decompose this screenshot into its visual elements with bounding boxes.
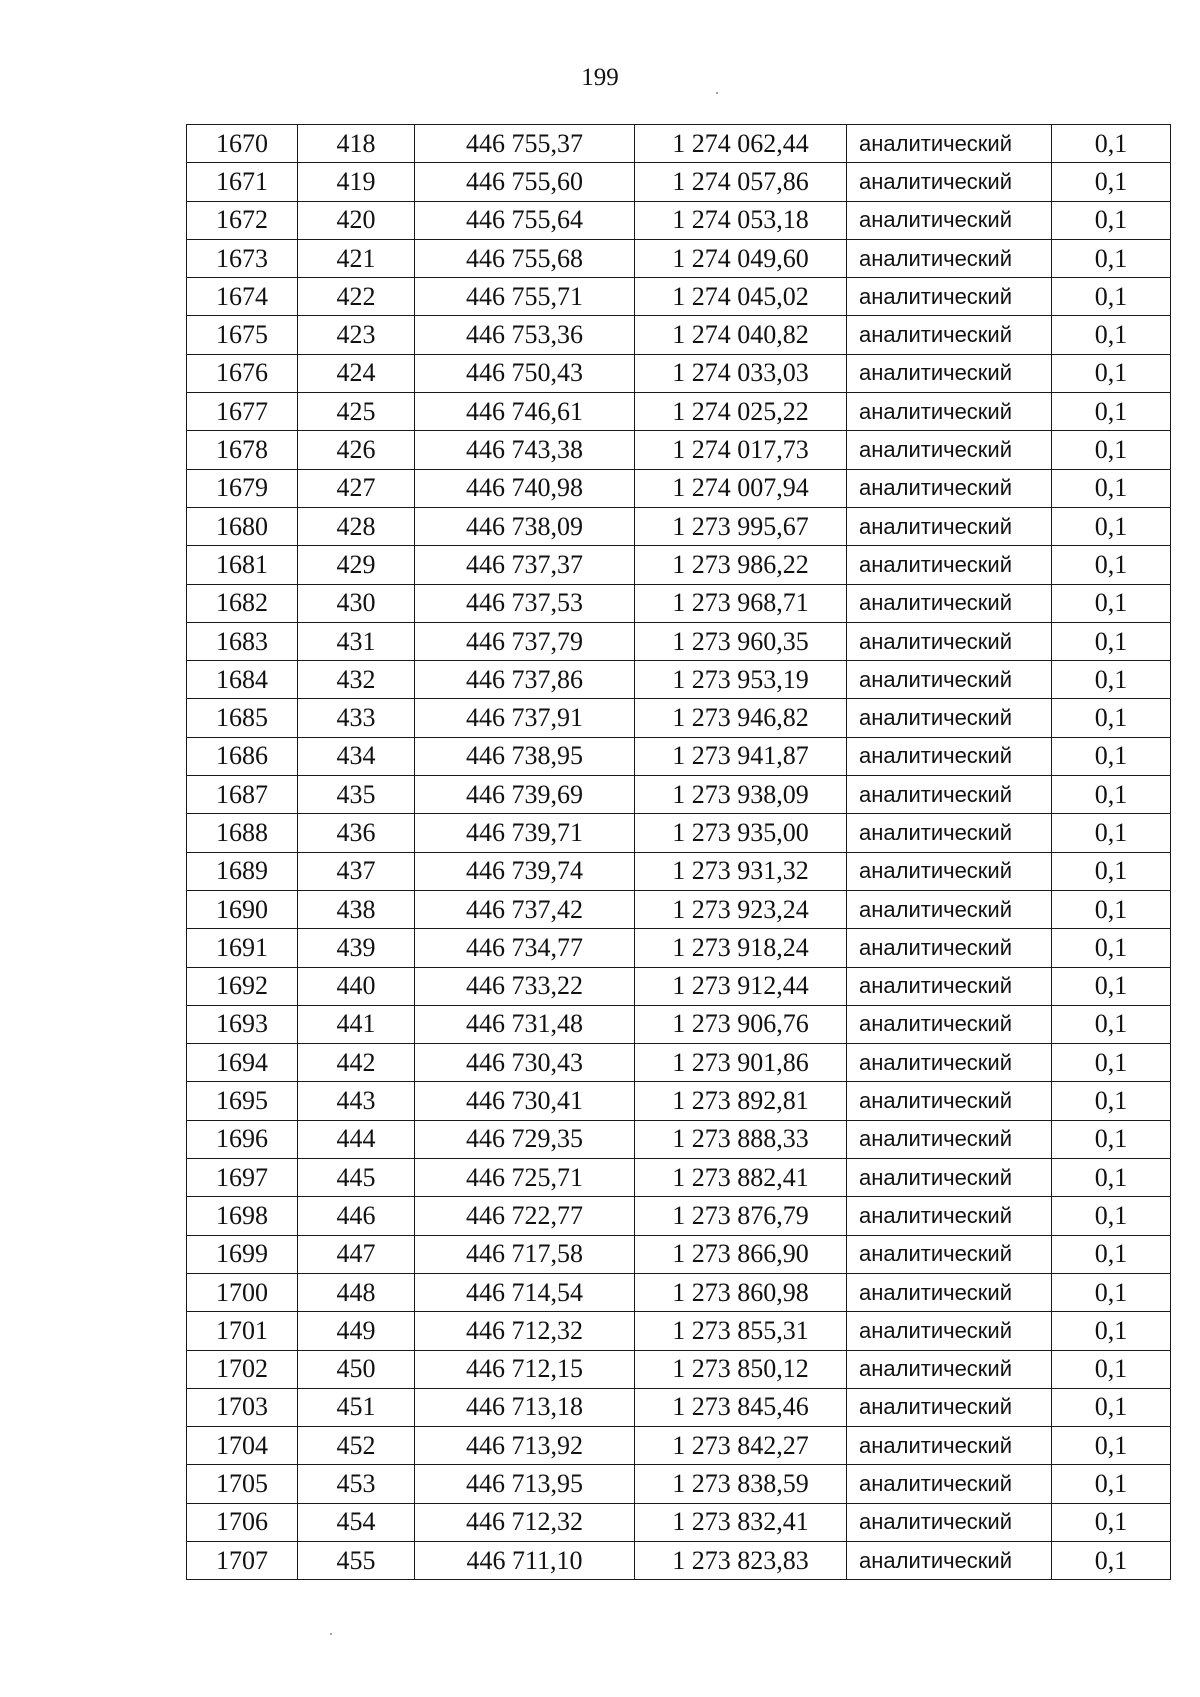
cell-local-number: 427	[298, 469, 415, 507]
cell-precision: 0,1	[1052, 354, 1171, 392]
cell-local-number: 455	[298, 1541, 415, 1579]
cell-coord-y: 1 273 901,86	[635, 1044, 847, 1082]
cell-method: аналитический	[847, 737, 1052, 775]
cell-local-number: 454	[298, 1503, 415, 1541]
table-row	[187, 584, 1171, 622]
cell-point-number: 1677	[187, 393, 298, 431]
cell-coord-x: 446 739,74	[415, 852, 635, 890]
cell-precision: 0,1	[1052, 316, 1171, 354]
cell-coord-x: 446 712,32	[415, 1503, 635, 1541]
cell-local-number: 439	[298, 929, 415, 967]
cell-local-number: 418	[298, 125, 415, 163]
table-row	[187, 1159, 1171, 1197]
cell-coord-x: 446 738,09	[415, 507, 635, 545]
cell-coord-x: 446 737,37	[415, 546, 635, 584]
cell-precision: 0,1	[1052, 469, 1171, 507]
cell-coord-x: 446 755,37	[415, 125, 635, 163]
cell-precision: 0,1	[1052, 929, 1171, 967]
table-row	[187, 1005, 1171, 1043]
cell-method: аналитический	[847, 1120, 1052, 1158]
cell-method: аналитический	[847, 852, 1052, 890]
table-row	[187, 1350, 1171, 1388]
cell-coord-y: 1 273 923,24	[635, 890, 847, 928]
cell-coord-y: 1 273 986,22	[635, 546, 847, 584]
cell-coord-x: 446 711,10	[415, 1541, 635, 1579]
cell-coord-x: 446 713,95	[415, 1465, 635, 1503]
cell-coord-y: 1 273 850,12	[635, 1350, 847, 1388]
cell-coord-y: 1 274 057,86	[635, 163, 847, 201]
cell-coord-y: 1 273 906,76	[635, 1005, 847, 1043]
cell-precision: 0,1	[1052, 278, 1171, 316]
cell-local-number: 426	[298, 431, 415, 469]
cell-coord-y: 1 273 912,44	[635, 967, 847, 1005]
cell-method: аналитический	[847, 1235, 1052, 1273]
cell-point-number: 1691	[187, 929, 298, 967]
cell-local-number: 431	[298, 622, 415, 660]
cell-precision: 0,1	[1052, 852, 1171, 890]
cell-method: аналитический	[847, 1273, 1052, 1311]
cell-precision: 0,1	[1052, 1273, 1171, 1311]
table-row	[187, 890, 1171, 928]
cell-coord-x: 446 712,15	[415, 1350, 635, 1388]
cell-point-number: 1674	[187, 278, 298, 316]
cell-coord-y: 1 274 045,02	[635, 278, 847, 316]
cell-method: аналитический	[847, 1082, 1052, 1120]
cell-coord-x: 446 730,41	[415, 1082, 635, 1120]
cell-precision: 0,1	[1052, 1120, 1171, 1158]
cell-precision: 0,1	[1052, 661, 1171, 699]
cell-coord-x: 446 753,36	[415, 316, 635, 354]
cell-coord-x: 446 746,61	[415, 393, 635, 431]
cell-coord-y: 1 273 941,87	[635, 737, 847, 775]
cell-point-number: 1670	[187, 125, 298, 163]
cell-local-number: 436	[298, 814, 415, 852]
cell-local-number: 444	[298, 1120, 415, 1158]
cell-method: аналитический	[847, 1312, 1052, 1350]
cell-local-number: 430	[298, 584, 415, 622]
cell-local-number: 425	[298, 393, 415, 431]
table-row	[187, 1312, 1171, 1350]
cell-precision: 0,1	[1052, 814, 1171, 852]
cell-local-number: 451	[298, 1388, 415, 1426]
cell-coord-x: 446 739,71	[415, 814, 635, 852]
cell-precision: 0,1	[1052, 1388, 1171, 1426]
cell-precision: 0,1	[1052, 967, 1171, 1005]
cell-coord-x: 446 733,22	[415, 967, 635, 1005]
table-row	[187, 1082, 1171, 1120]
cell-coord-y: 1 273 953,19	[635, 661, 847, 699]
cell-coord-y: 1 273 855,31	[635, 1312, 847, 1350]
cell-method: аналитический	[847, 699, 1052, 737]
cell-coord-y: 1 273 888,33	[635, 1120, 847, 1158]
cell-point-number: 1696	[187, 1120, 298, 1158]
cell-method: аналитический	[847, 776, 1052, 814]
cell-method: аналитический	[847, 507, 1052, 545]
cell-point-number: 1683	[187, 622, 298, 660]
cell-method: аналитический	[847, 1005, 1052, 1043]
cell-precision: 0,1	[1052, 393, 1171, 431]
table-row	[187, 546, 1171, 584]
cell-coord-x: 446 755,60	[415, 163, 635, 201]
cell-coord-x: 446 740,98	[415, 469, 635, 507]
cell-precision: 0,1	[1052, 546, 1171, 584]
cell-point-number: 1699	[187, 1235, 298, 1273]
cell-precision: 0,1	[1052, 1465, 1171, 1503]
cell-method: аналитический	[847, 1427, 1052, 1465]
table-row	[187, 316, 1171, 354]
cell-precision: 0,1	[1052, 1503, 1171, 1541]
cell-point-number: 1684	[187, 661, 298, 699]
cell-coord-y: 1 273 823,83	[635, 1541, 847, 1579]
cell-point-number: 1679	[187, 469, 298, 507]
table-row	[187, 699, 1171, 737]
cell-coord-x: 446 755,68	[415, 239, 635, 277]
table-row	[187, 967, 1171, 1005]
cell-point-number: 1682	[187, 584, 298, 622]
cell-local-number: 449	[298, 1312, 415, 1350]
cell-point-number: 1671	[187, 163, 298, 201]
cell-precision: 0,1	[1052, 1044, 1171, 1082]
cell-point-number: 1672	[187, 201, 298, 239]
table-row	[187, 852, 1171, 890]
cell-precision: 0,1	[1052, 201, 1171, 239]
cell-point-number: 1702	[187, 1350, 298, 1388]
cell-coord-x: 446 712,32	[415, 1312, 635, 1350]
cell-point-number: 1688	[187, 814, 298, 852]
cell-method: аналитический	[847, 584, 1052, 622]
table-row	[187, 1427, 1171, 1465]
cell-coord-y: 1 274 053,18	[635, 201, 847, 239]
table-row	[187, 1503, 1171, 1541]
cell-method: аналитический	[847, 929, 1052, 967]
cell-coord-y: 1 274 007,94	[635, 469, 847, 507]
cell-precision: 0,1	[1052, 1159, 1171, 1197]
cell-coord-y: 1 273 946,82	[635, 699, 847, 737]
cell-coord-x: 446 737,53	[415, 584, 635, 622]
cell-coord-x: 446 729,35	[415, 1120, 635, 1158]
cell-coord-x: 446 713,18	[415, 1388, 635, 1426]
table-row	[187, 814, 1171, 852]
cell-method: аналитический	[847, 1503, 1052, 1541]
cell-local-number: 447	[298, 1235, 415, 1273]
cell-method: аналитический	[847, 1044, 1052, 1082]
cell-local-number: 435	[298, 776, 415, 814]
cell-precision: 0,1	[1052, 507, 1171, 545]
table-row	[187, 1044, 1171, 1082]
table-row	[187, 737, 1171, 775]
cell-point-number: 1678	[187, 431, 298, 469]
cell-precision: 0,1	[1052, 1005, 1171, 1043]
cell-precision: 0,1	[1052, 125, 1171, 163]
cell-point-number: 1689	[187, 852, 298, 890]
cell-coord-x: 446 725,71	[415, 1159, 635, 1197]
cell-coord-y: 1 273 845,46	[635, 1388, 847, 1426]
cell-method: аналитический	[847, 546, 1052, 584]
cell-coord-y: 1 273 918,24	[635, 929, 847, 967]
coordinates-table	[186, 124, 1171, 1580]
cell-local-number: 446	[298, 1197, 415, 1235]
cell-coord-y: 1 273 968,71	[635, 584, 847, 622]
cell-precision: 0,1	[1052, 1312, 1171, 1350]
table-row	[187, 1388, 1171, 1426]
cell-point-number: 1687	[187, 776, 298, 814]
cell-coord-y: 1 274 062,44	[635, 125, 847, 163]
cell-point-number: 1694	[187, 1044, 298, 1082]
cell-local-number: 424	[298, 354, 415, 392]
cell-precision: 0,1	[1052, 239, 1171, 277]
cell-local-number: 441	[298, 1005, 415, 1043]
table-row	[187, 776, 1171, 814]
cell-local-number: 421	[298, 239, 415, 277]
table-row	[187, 393, 1171, 431]
table-row	[187, 1541, 1171, 1579]
cell-point-number: 1676	[187, 354, 298, 392]
table-row	[187, 507, 1171, 545]
cell-coord-y: 1 274 025,22	[635, 393, 847, 431]
table-row	[187, 239, 1171, 277]
cell-coord-x: 446 739,69	[415, 776, 635, 814]
cell-local-number: 429	[298, 546, 415, 584]
cell-method: аналитический	[847, 469, 1052, 507]
cell-coord-y: 1 273 882,41	[635, 1159, 847, 1197]
cell-coord-y: 1 274 040,82	[635, 316, 847, 354]
cell-point-number: 1675	[187, 316, 298, 354]
page-number: 199	[581, 64, 619, 91]
cell-method: аналитический	[847, 661, 1052, 699]
cell-method: аналитический	[847, 1197, 1052, 1235]
cell-local-number: 452	[298, 1427, 415, 1465]
cell-coord-y: 1 274 033,03	[635, 354, 847, 392]
cell-coord-x: 446 722,77	[415, 1197, 635, 1235]
cell-method: аналитический	[847, 1350, 1052, 1388]
cell-point-number: 1673	[187, 239, 298, 277]
scan-speck	[716, 92, 718, 94]
cell-coord-x: 446 743,38	[415, 431, 635, 469]
cell-method: аналитический	[847, 125, 1052, 163]
cell-point-number: 1703	[187, 1388, 298, 1426]
table-row	[187, 1235, 1171, 1273]
cell-coord-y: 1 273 832,41	[635, 1503, 847, 1541]
cell-coord-y: 1 273 892,81	[635, 1082, 847, 1120]
cell-precision: 0,1	[1052, 1350, 1171, 1388]
cell-coord-y: 1 273 960,35	[635, 622, 847, 660]
cell-precision: 0,1	[1052, 431, 1171, 469]
cell-coord-x: 446 755,64	[415, 201, 635, 239]
cell-local-number: 423	[298, 316, 415, 354]
cell-point-number: 1693	[187, 1005, 298, 1043]
cell-local-number: 440	[298, 967, 415, 1005]
cell-point-number: 1690	[187, 890, 298, 928]
cell-coord-y: 1 273 838,59	[635, 1465, 847, 1503]
table-row	[187, 1197, 1171, 1235]
cell-method: аналитический	[847, 316, 1052, 354]
cell-local-number: 420	[298, 201, 415, 239]
cell-coord-y: 1 273 931,32	[635, 852, 847, 890]
cell-point-number: 1704	[187, 1427, 298, 1465]
cell-coord-x: 446 717,58	[415, 1235, 635, 1273]
cell-coord-y: 1 273 860,98	[635, 1273, 847, 1311]
table-row	[187, 163, 1171, 201]
cell-point-number: 1680	[187, 507, 298, 545]
cell-precision: 0,1	[1052, 622, 1171, 660]
cell-method: аналитический	[847, 1388, 1052, 1426]
cell-point-number: 1685	[187, 699, 298, 737]
cell-point-number: 1686	[187, 737, 298, 775]
scan-speck	[330, 1633, 332, 1635]
cell-point-number: 1705	[187, 1465, 298, 1503]
cell-local-number: 445	[298, 1159, 415, 1197]
cell-precision: 0,1	[1052, 584, 1171, 622]
cell-coord-x: 446 731,48	[415, 1005, 635, 1043]
cell-method: аналитический	[847, 163, 1052, 201]
table-row	[187, 1120, 1171, 1158]
table-row	[187, 622, 1171, 660]
cell-coord-x: 446 750,43	[415, 354, 635, 392]
cell-method: аналитический	[847, 239, 1052, 277]
cell-point-number: 1695	[187, 1082, 298, 1120]
cell-precision: 0,1	[1052, 737, 1171, 775]
cell-method: аналитический	[847, 201, 1052, 239]
cell-local-number: 442	[298, 1044, 415, 1082]
cell-local-number: 443	[298, 1082, 415, 1120]
cell-precision: 0,1	[1052, 163, 1171, 201]
cell-precision: 0,1	[1052, 890, 1171, 928]
cell-coord-y: 1 274 049,60	[635, 239, 847, 277]
cell-point-number: 1707	[187, 1541, 298, 1579]
cell-coord-x: 446 755,71	[415, 278, 635, 316]
table-row	[187, 929, 1171, 967]
cell-method: аналитический	[847, 1159, 1052, 1197]
cell-method: аналитический	[847, 890, 1052, 928]
cell-point-number: 1706	[187, 1503, 298, 1541]
cell-point-number: 1681	[187, 546, 298, 584]
cell-coord-y: 1 273 938,09	[635, 776, 847, 814]
table-row	[187, 278, 1171, 316]
cell-precision: 0,1	[1052, 1197, 1171, 1235]
cell-coord-x: 446 738,95	[415, 737, 635, 775]
cell-precision: 0,1	[1052, 776, 1171, 814]
cell-coord-x: 446 714,54	[415, 1273, 635, 1311]
table-row	[187, 1273, 1171, 1311]
cell-coord-y: 1 273 866,90	[635, 1235, 847, 1273]
cell-method: аналитический	[847, 278, 1052, 316]
cell-coord-x: 446 737,79	[415, 622, 635, 660]
cell-local-number: 419	[298, 163, 415, 201]
cell-local-number: 438	[298, 890, 415, 928]
cell-point-number: 1697	[187, 1159, 298, 1197]
cell-point-number: 1692	[187, 967, 298, 1005]
cell-coord-y: 1 273 935,00	[635, 814, 847, 852]
cell-coord-x: 446 734,77	[415, 929, 635, 967]
cell-method: аналитический	[847, 622, 1052, 660]
cell-precision: 0,1	[1052, 1082, 1171, 1120]
cell-coord-y: 1 273 876,79	[635, 1197, 847, 1235]
table-row	[187, 354, 1171, 392]
cell-coord-y: 1 273 842,27	[635, 1427, 847, 1465]
cell-local-number: 432	[298, 661, 415, 699]
cell-method: аналитический	[847, 814, 1052, 852]
cell-precision: 0,1	[1052, 1427, 1171, 1465]
cell-coord-x: 446 737,91	[415, 699, 635, 737]
cell-point-number: 1698	[187, 1197, 298, 1235]
table-row	[187, 661, 1171, 699]
cell-local-number: 453	[298, 1465, 415, 1503]
table-row	[187, 1465, 1171, 1503]
cell-local-number: 448	[298, 1273, 415, 1311]
cell-local-number: 433	[298, 699, 415, 737]
cell-local-number: 437	[298, 852, 415, 890]
table-row	[187, 431, 1171, 469]
cell-precision: 0,1	[1052, 1235, 1171, 1273]
cell-method: аналитический	[847, 431, 1052, 469]
cell-local-number: 422	[298, 278, 415, 316]
cell-local-number: 428	[298, 507, 415, 545]
cell-coord-x: 446 737,42	[415, 890, 635, 928]
cell-coord-x: 446 737,86	[415, 661, 635, 699]
cell-point-number: 1701	[187, 1312, 298, 1350]
cell-method: аналитический	[847, 1541, 1052, 1579]
cell-coord-x: 446 730,43	[415, 1044, 635, 1082]
coordinates-table-body	[187, 125, 1171, 1580]
cell-precision: 0,1	[1052, 699, 1171, 737]
cell-local-number: 434	[298, 737, 415, 775]
cell-method: аналитический	[847, 393, 1052, 431]
cell-method: аналитический	[847, 967, 1052, 1005]
cell-point-number: 1700	[187, 1273, 298, 1311]
cell-method: аналитический	[847, 354, 1052, 392]
table-row	[187, 125, 1171, 163]
cell-local-number: 450	[298, 1350, 415, 1388]
cell-coord-x: 446 713,92	[415, 1427, 635, 1465]
cell-method: аналитический	[847, 1465, 1052, 1503]
cell-coord-y: 1 273 995,67	[635, 507, 847, 545]
cell-coord-y: 1 274 017,73	[635, 431, 847, 469]
cell-precision: 0,1	[1052, 1541, 1171, 1579]
table-row	[187, 469, 1171, 507]
table-row	[187, 201, 1171, 239]
